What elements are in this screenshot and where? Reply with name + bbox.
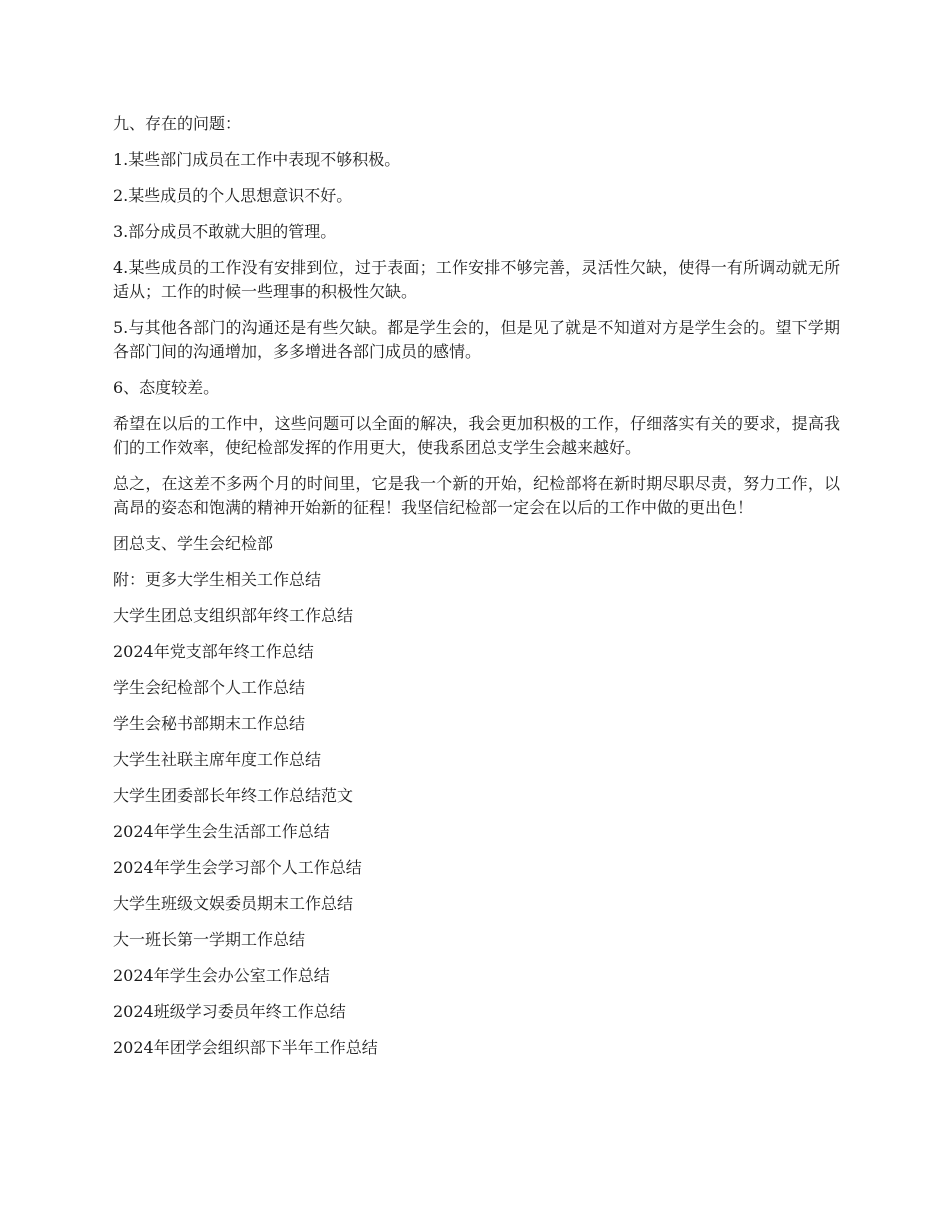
issue-item-6: 6、态度较差。 xyxy=(113,378,220,397)
section-heading: 九、存在的问题： xyxy=(113,114,242,133)
issue-item-5: 5.与其他各部门的沟通还是有些欠缺。都是学生会的，但是见了就是不知道对方是学生会的。望下学期各部门间的沟通增加，多多增进各部门成员的感情。 xyxy=(113,318,840,361)
issue-item-2: 2.某些成员的个人思想意识不好。 xyxy=(113,186,353,205)
related-link[interactable]: 2024年团学会组织部下半年工作总结 xyxy=(113,1038,378,1057)
conclusion-paragraph: 总之，在这差不多两个月的时间里，它是我一个新的开始，纪检部将在新时期尽职尽责，努力工作，以高昂的姿态和饱满的精神开始新的征程！我坚信纪检部一定会在以后的工作中做的更出色！ xyxy=(113,474,840,517)
related-link[interactable]: 大学生团委部长年终工作总结范文 xyxy=(113,786,354,805)
related-link[interactable]: 学生会纪检部个人工作总结 xyxy=(113,678,306,697)
signature: 团总支、学生会纪检部 xyxy=(113,534,274,553)
related-link[interactable]: 2024年学生会学习部个人工作总结 xyxy=(113,858,362,877)
issue-item-1: 1.某些部门成员在工作中表现不够积极。 xyxy=(113,150,401,169)
related-link[interactable]: 学生会秘书部期末工作总结 xyxy=(113,714,306,733)
related-link[interactable]: 2024年学生会办公室工作总结 xyxy=(113,966,330,985)
related-link[interactable]: 2024班级学习委员年终工作总结 xyxy=(113,1002,346,1021)
related-link[interactable]: 大一班长第一学期工作总结 xyxy=(113,930,306,949)
document-page xyxy=(113,112,840,1072)
issue-item-4: 4.某些成员的工作没有安排到位，过于表面；工作安排不够完善，灵活性欠缺，使得一有所调动就无所适从；工作的时候一些理事的积极性欠缺。 xyxy=(113,258,840,301)
body-section xyxy=(113,112,840,592)
hope-paragraph: 希望在以后的工作中，这些问题可以全面的解决，我会更加积极的工作，仔细落实有关的要求，提高我们的工作效率，使纪检部发挥的作用更大，使我系团总支学生会越来越好。 xyxy=(113,414,840,457)
related-link[interactable]: 2024年学生会生活部工作总结 xyxy=(113,822,330,841)
related-heading: 附：更多大学生相关工作总结 xyxy=(113,570,322,589)
related-link[interactable]: 2024年党支部年终工作总结 xyxy=(113,642,314,661)
related-link[interactable]: 大学生社联主席年度工作总结 xyxy=(113,750,322,769)
related-links-list xyxy=(113,604,840,1060)
related-link[interactable]: 大学生班级文娱委员期末工作总结 xyxy=(113,894,354,913)
issue-item-3: 3.部分成员不敢就大胆的管理。 xyxy=(113,222,337,241)
related-link[interactable]: 大学生团总支组织部年终工作总结 xyxy=(113,606,354,625)
